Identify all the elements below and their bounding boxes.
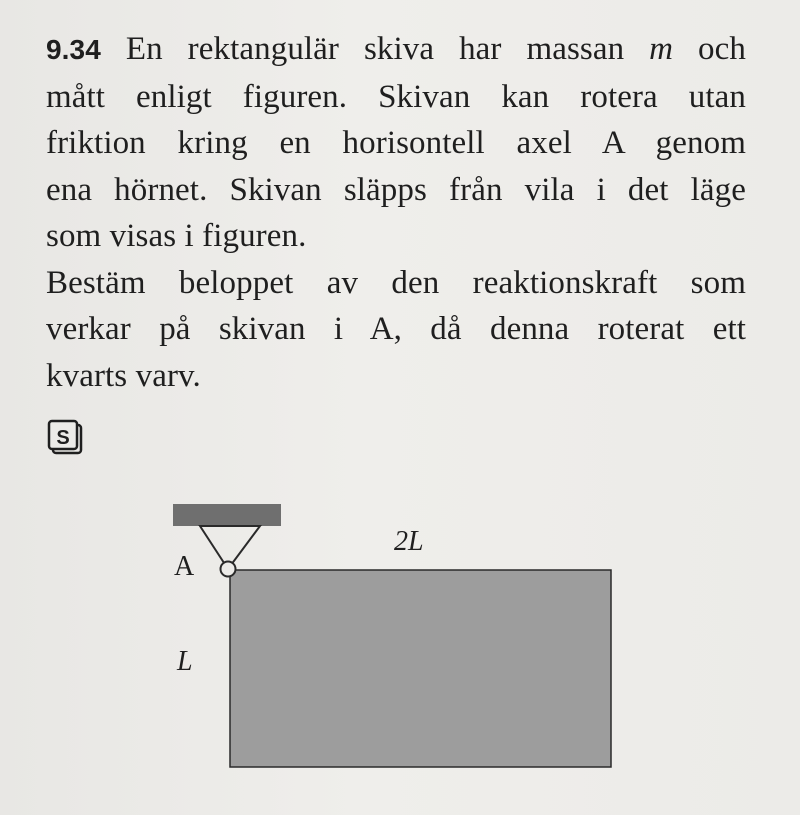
solution-badge-icon [47, 417, 87, 457]
problem-text [46, 26, 746, 399]
pivot-pin [221, 562, 236, 577]
label-width-2L: 2L [394, 526, 424, 557]
problem-line-4: ena hörnet. Skivan släpps från vila i det läge [46, 171, 746, 208]
ceiling-support [173, 504, 281, 526]
problem-line-8: kvarts varv. [46, 357, 201, 394]
problem-line-6: Bestäm beloppet av den reaktionskraft som [46, 264, 746, 301]
problem-line-5: som visas i figuren. [46, 218, 307, 254]
problem-line-1 [46, 26, 746, 74]
solution-badge-letter: S [56, 427, 70, 449]
problem-number: 9.34 [46, 34, 101, 65]
label-pivot-A: A [174, 551, 195, 582]
mass-variable: m [649, 31, 674, 67]
problem-line-7: verkar på skivan i A, då denna roterat ett [46, 311, 746, 347]
problem-line-3: friktion kring en horisontell axel A genom [46, 125, 746, 161]
problem-line-2: mått enligt figuren. Skivan kan rotera utan [46, 78, 746, 115]
physics-figure [160, 495, 640, 785]
label-height-L: L [177, 646, 193, 677]
problem-line-1-text: En rektangulär skiva har massan [125, 31, 650, 67]
problem-line-1-tail: och [673, 31, 746, 67]
rectangular-plate [230, 570, 611, 767]
